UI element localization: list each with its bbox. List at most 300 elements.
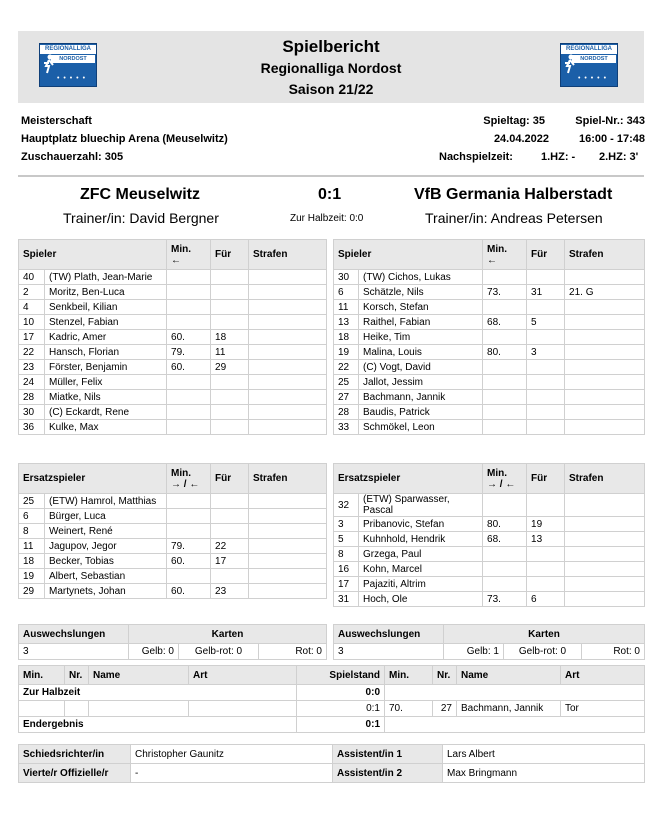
player-number: 29 — [19, 584, 45, 599]
player-for — [527, 405, 565, 420]
league-logo-right: REGIONALLIGA NORDOST • • • • • — [560, 43, 618, 87]
assistant1-label: Assistent/in 1 — [333, 745, 443, 764]
player-number: 2 — [19, 285, 45, 300]
player-for — [211, 285, 249, 300]
player-penalties — [565, 360, 645, 375]
matchday: Spieltag: 35 — [483, 115, 545, 127]
halftime-label: Zur Halbzeit — [19, 685, 297, 701]
player-row — [334, 547, 645, 562]
player-penalties — [565, 330, 645, 345]
col-for: Für — [211, 464, 249, 494]
player-for — [527, 547, 565, 562]
player-name: Baudis, Patrick — [359, 405, 483, 420]
player-row — [334, 494, 645, 517]
player-penalties — [249, 330, 327, 345]
event-col-nr: Nr. — [65, 666, 89, 685]
player-for — [211, 405, 249, 420]
player-number: 27 — [334, 390, 359, 405]
event-col-name: Name — [457, 666, 561, 685]
player-row — [19, 300, 327, 315]
player-name: (TW) Plath, Jean-Marie — [45, 270, 167, 285]
player-row — [19, 494, 327, 509]
player-penalties — [565, 562, 645, 577]
player-penalties — [249, 360, 327, 375]
away-subs-count: 3 — [334, 644, 444, 660]
fourth-official-name: - — [131, 764, 333, 783]
player-penalties — [249, 315, 327, 330]
player-number: 19 — [19, 569, 45, 584]
player-penalties — [249, 584, 327, 599]
player-number: 32 — [334, 494, 359, 517]
player-penalties — [565, 517, 645, 532]
league-logo-left: REGIONALLIGA NORDOST • • • • • — [39, 43, 97, 87]
assistant2-label: Assistent/in 2 — [333, 764, 443, 783]
player-row — [334, 592, 645, 607]
col-for: Für — [527, 240, 565, 270]
player-for: 13 — [527, 532, 565, 547]
player-row — [334, 562, 645, 577]
player-row — [334, 300, 645, 315]
final-event-score: 0:1 — [297, 717, 385, 733]
player-number: 8 — [334, 547, 359, 562]
player-number: 16 — [334, 562, 359, 577]
player-min: 68. — [483, 532, 527, 547]
match-number: Spiel-Nr.: 343 — [575, 115, 645, 127]
player-name: (C) Vogt, David — [359, 360, 483, 375]
player-for — [527, 494, 565, 517]
player-number: 11 — [19, 539, 45, 554]
player-row — [334, 405, 645, 420]
player-penalties — [249, 494, 327, 509]
player-for — [211, 524, 249, 539]
player-penalties — [565, 390, 645, 405]
player-row — [334, 345, 645, 360]
report-title: Spielbericht — [282, 37, 380, 56]
event-min: 70. — [385, 701, 433, 717]
player-for — [527, 270, 565, 285]
col-min: Min. → / ← — [167, 464, 211, 494]
player-min — [167, 494, 211, 509]
player-for: 6 — [527, 592, 565, 607]
player-name: Martynets, Johan — [45, 584, 167, 599]
player-name: (C) Eckardt, Rene — [45, 405, 167, 420]
home-yellow: Gelb: 0 — [129, 644, 179, 660]
player-min — [483, 360, 527, 375]
player-for — [527, 330, 565, 345]
player-name: Senkbeil, Kilian — [45, 300, 167, 315]
player-penalties — [249, 509, 327, 524]
player-penalties — [565, 532, 645, 547]
player-row — [19, 270, 327, 285]
player-number: 31 — [334, 592, 359, 607]
assistant2-name: Max Bringmann — [443, 764, 645, 783]
player-min — [167, 524, 211, 539]
player-for — [527, 420, 565, 435]
player-penalties — [565, 577, 645, 592]
player-row — [334, 360, 645, 375]
col-min: Min. → / ← — [483, 464, 527, 494]
player-name: Malina, Louis — [359, 345, 483, 360]
player-penalties — [249, 539, 327, 554]
assistant1-name: Lars Albert — [443, 745, 645, 764]
player-number: 18 — [334, 330, 359, 345]
match-date: 24.04.2022 — [493, 133, 549, 145]
player-number: 30 — [334, 270, 359, 285]
away-summary-table — [333, 624, 645, 660]
player-name: Raithel, Fabian — [359, 315, 483, 330]
col-for: Für — [211, 240, 249, 270]
player-min — [167, 315, 211, 330]
player-row — [334, 270, 645, 285]
col-for: Für — [527, 464, 565, 494]
player-for: 18 — [211, 330, 249, 345]
player-row — [19, 584, 327, 599]
event-col-art: Art — [189, 666, 297, 685]
player-for: 19 — [527, 517, 565, 532]
extra-time-h2: 2.HZ: 3' — [599, 151, 639, 163]
player-name: Grzega, Paul — [359, 547, 483, 562]
player-for: 17 — [211, 554, 249, 569]
player-number: 6 — [334, 285, 359, 300]
player-row — [19, 509, 327, 524]
player-min — [167, 420, 211, 435]
player-name: Korsch, Stefan — [359, 300, 483, 315]
player-number: 28 — [19, 390, 45, 405]
home-subs-count: 3 — [19, 644, 129, 660]
player-penalties — [565, 547, 645, 562]
away-yellow: Gelb: 1 — [444, 644, 504, 660]
player-name: Miatke, Nils — [45, 390, 167, 405]
player-number: 28 — [334, 405, 359, 420]
player-number: 40 — [19, 270, 45, 285]
player-name: Heike, Tim — [359, 330, 483, 345]
col-penalties: Strafen — [249, 464, 327, 494]
player-row — [334, 532, 645, 547]
competition: Meisterschaft — [21, 115, 92, 127]
player-name: Förster, Benjamin — [45, 360, 167, 375]
player-penalties — [249, 569, 327, 584]
halftime-event-score: 0:0 — [297, 685, 385, 701]
event-col-nr: Nr. — [433, 666, 457, 685]
events-table — [18, 665, 645, 733]
event-col-name: Name — [89, 666, 189, 685]
player-number: 30 — [19, 405, 45, 420]
player-penalties — [565, 315, 645, 330]
player-name: (ETW) Hamrol, Matthias — [45, 494, 167, 509]
divider — [18, 175, 644, 177]
referee-name: Christopher Gaunitz — [131, 745, 333, 764]
player-number: 25 — [334, 375, 359, 390]
player-min — [483, 300, 527, 315]
player-row — [19, 569, 327, 584]
player-number: 13 — [334, 315, 359, 330]
player-for — [527, 390, 565, 405]
player-min — [483, 390, 527, 405]
player-name: Schmökel, Leon — [359, 420, 483, 435]
player-min — [483, 330, 527, 345]
player-min — [167, 405, 211, 420]
match-time: 16:00 - 17:48 — [578, 133, 645, 145]
col-player: Spieler — [334, 240, 483, 270]
player-min: 79. — [167, 345, 211, 360]
officials-table — [18, 744, 645, 783]
referee-label: Schiedsrichter/in — [19, 745, 131, 764]
player-penalties — [249, 345, 327, 360]
player-penalties — [565, 375, 645, 390]
player-number: 4 — [19, 300, 45, 315]
player-for — [211, 375, 249, 390]
player-for: 11 — [211, 345, 249, 360]
player-min: 68. — [483, 315, 527, 330]
player-penalties — [565, 420, 645, 435]
player-penalties — [249, 300, 327, 315]
player-penalties — [249, 405, 327, 420]
player-name: Kuhnhold, Hendrik — [359, 532, 483, 547]
event-col-score: Spielstand — [297, 666, 385, 685]
player-min — [167, 270, 211, 285]
player-for — [211, 494, 249, 509]
player-name: Kohn, Marcel — [359, 562, 483, 577]
player-number: 8 — [19, 524, 45, 539]
player-penalties — [565, 270, 645, 285]
player-penalties — [249, 285, 327, 300]
player-name: Müller, Felix — [45, 375, 167, 390]
player-min: 73. — [483, 592, 527, 607]
player-for — [211, 270, 249, 285]
player-name: Schätzle, Nils — [359, 285, 483, 300]
player-name: Becker, Tobias — [45, 554, 167, 569]
cards-label: Karten — [444, 625, 645, 644]
col-sub-player: Ersatzspieler — [19, 464, 167, 494]
player-row — [334, 330, 645, 345]
subs-label: Auswechslungen — [19, 625, 129, 644]
player-min — [483, 270, 527, 285]
player-row — [334, 390, 645, 405]
player-for — [527, 300, 565, 315]
home-team: ZFC Meuselwitz — [80, 186, 201, 203]
away-red: Rot: 0 — [582, 644, 645, 660]
away-starters-table — [333, 239, 645, 435]
player-min: 60. — [167, 554, 211, 569]
home-red: Rot: 0 — [259, 644, 327, 660]
home-summary-table — [18, 624, 327, 660]
player-for — [527, 577, 565, 592]
player-min — [167, 569, 211, 584]
col-min: Min. ← — [483, 240, 527, 270]
player-number: 11 — [334, 300, 359, 315]
player-row — [19, 539, 327, 554]
player-row — [19, 420, 327, 435]
player-min — [483, 494, 527, 517]
player-number: 6 — [19, 509, 45, 524]
player-name: Jallot, Jessim — [359, 375, 483, 390]
col-min: Min. ← — [167, 240, 211, 270]
player-min — [483, 577, 527, 592]
player-penalties — [249, 390, 327, 405]
player-min: 60. — [167, 584, 211, 599]
player-row — [334, 285, 645, 300]
player-name: Bachmann, Jannik — [359, 390, 483, 405]
player-name: Albert, Sebastian — [45, 569, 167, 584]
away-coach: Trainer/in: Andreas Petersen — [425, 210, 603, 226]
player-min — [483, 547, 527, 562]
player-row — [334, 577, 645, 592]
cards-label: Karten — [129, 625, 327, 644]
player-row — [19, 375, 327, 390]
player-for — [211, 315, 249, 330]
player-number: 3 — [334, 517, 359, 532]
player-number: 33 — [334, 420, 359, 435]
player-name: Kulke, Max — [45, 420, 167, 435]
player-name: Pribanovic, Stefan — [359, 517, 483, 532]
col-sub-player: Ersatzspieler — [334, 464, 483, 494]
player-for — [527, 360, 565, 375]
player-penalties — [565, 345, 645, 360]
player-row — [334, 315, 645, 330]
event-nr: 27 — [433, 701, 457, 717]
player-penalties: 21. G — [565, 285, 645, 300]
player-row — [19, 524, 327, 539]
player-min — [483, 420, 527, 435]
home-subs-table — [18, 463, 327, 599]
player-name: (TW) Cichos, Lukas — [359, 270, 483, 285]
player-name: Hoch, Ole — [359, 592, 483, 607]
player-name: Jagupov, Jegor — [45, 539, 167, 554]
col-player: Spieler — [19, 240, 167, 270]
player-name: Bürger, Luca — [45, 509, 167, 524]
player-min: 80. — [483, 517, 527, 532]
attendance: Zuschauerzahl: 305 — [21, 151, 124, 163]
player-row — [19, 554, 327, 569]
player-for: 22 — [211, 539, 249, 554]
player-number: 18 — [19, 554, 45, 569]
league-name: Regionalliga Nordost — [260, 60, 402, 76]
player-penalties — [249, 420, 327, 435]
away-yellow-red: Gelb-rot: 0 — [504, 644, 582, 660]
player-penalties — [249, 554, 327, 569]
player-for — [211, 509, 249, 524]
player-for — [211, 420, 249, 435]
player-name: Weinert, René — [45, 524, 167, 539]
player-min: 60. — [167, 330, 211, 345]
player-row — [19, 315, 327, 330]
home-yellow-red: Gelb-rot: 0 — [179, 644, 259, 660]
player-for: 3 — [527, 345, 565, 360]
player-number: 23 — [19, 360, 45, 375]
event-score: 0:1 — [297, 701, 385, 717]
player-penalties — [565, 494, 645, 517]
venue: Hauptplatz bluechip Arena (Meuselwitz) — [21, 133, 228, 145]
report-header — [18, 31, 644, 103]
player-min — [167, 285, 211, 300]
player-for — [211, 569, 249, 584]
player-for: 29 — [211, 360, 249, 375]
player-for: 23 — [211, 584, 249, 599]
player-number: 22 — [19, 345, 45, 360]
player-number: 19 — [334, 345, 359, 360]
player-row — [19, 390, 327, 405]
player-min — [483, 375, 527, 390]
extra-time-label: Nachspielzeit: — [439, 151, 513, 163]
player-row — [19, 285, 327, 300]
player-min — [167, 509, 211, 524]
player-min — [167, 390, 211, 405]
home-starters-table — [18, 239, 327, 435]
player-for — [527, 562, 565, 577]
player-penalties — [249, 524, 327, 539]
player-number: 24 — [19, 375, 45, 390]
player-min — [167, 375, 211, 390]
player-min: 79. — [167, 539, 211, 554]
player-for: 5 — [527, 315, 565, 330]
event-name: Bachmann, Jannik — [457, 701, 561, 717]
player-for — [527, 375, 565, 390]
player-penalties — [565, 592, 645, 607]
col-penalties: Strafen — [565, 240, 645, 270]
player-number: 25 — [19, 494, 45, 509]
subs-label: Auswechslungen — [334, 625, 444, 644]
player-penalties — [249, 375, 327, 390]
player-name: Moritz, Ben-Luca — [45, 285, 167, 300]
col-penalties: Strafen — [565, 464, 645, 494]
player-for — [211, 300, 249, 315]
home-coach: Trainer/in: David Bergner — [63, 210, 219, 226]
player-number: 5 — [334, 532, 359, 547]
event-col-art: Art — [561, 666, 645, 685]
halftime-score: Zur Halbzeit: 0:0 — [290, 213, 364, 224]
player-number: 17 — [19, 330, 45, 345]
player-min — [167, 300, 211, 315]
final-label: Endergebnis — [19, 717, 297, 733]
player-penalties — [565, 405, 645, 420]
player-row — [19, 345, 327, 360]
away-team: VfB Germania Halberstadt — [414, 186, 613, 203]
player-name: Pajaziti, Altrim — [359, 577, 483, 592]
player-row — [334, 420, 645, 435]
player-number: 36 — [19, 420, 45, 435]
player-name: Hansch, Florian — [45, 345, 167, 360]
event-col-min: Min. — [385, 666, 433, 685]
player-name: Kadric, Amer — [45, 330, 167, 345]
player-row — [19, 360, 327, 375]
player-number: 10 — [19, 315, 45, 330]
player-number: 22 — [334, 360, 359, 375]
player-min: 60. — [167, 360, 211, 375]
player-min — [483, 562, 527, 577]
player-for — [211, 390, 249, 405]
player-row — [19, 405, 327, 420]
col-penalties: Strafen — [249, 240, 327, 270]
player-name: Stenzel, Fabian — [45, 315, 167, 330]
player-row — [334, 375, 645, 390]
player-row — [334, 517, 645, 532]
player-number: 17 — [334, 577, 359, 592]
player-name: (ETW) Sparwasser, Pascal — [359, 494, 483, 517]
season: Saison 21/22 — [288, 81, 374, 97]
event-row — [19, 701, 645, 717]
player-min — [483, 405, 527, 420]
fourth-official-label: Vierte/r Offizielle/r — [19, 764, 131, 783]
player-min: 80. — [483, 345, 527, 360]
player-penalties — [249, 270, 327, 285]
final-score: 0:1 — [318, 186, 342, 203]
event-art: Tor — [561, 701, 645, 717]
player-penalties — [565, 300, 645, 315]
away-subs-table — [333, 463, 645, 607]
extra-time-h1: 1.HZ: - — [541, 151, 576, 163]
player-row — [19, 330, 327, 345]
event-col-min: Min. — [19, 666, 65, 685]
